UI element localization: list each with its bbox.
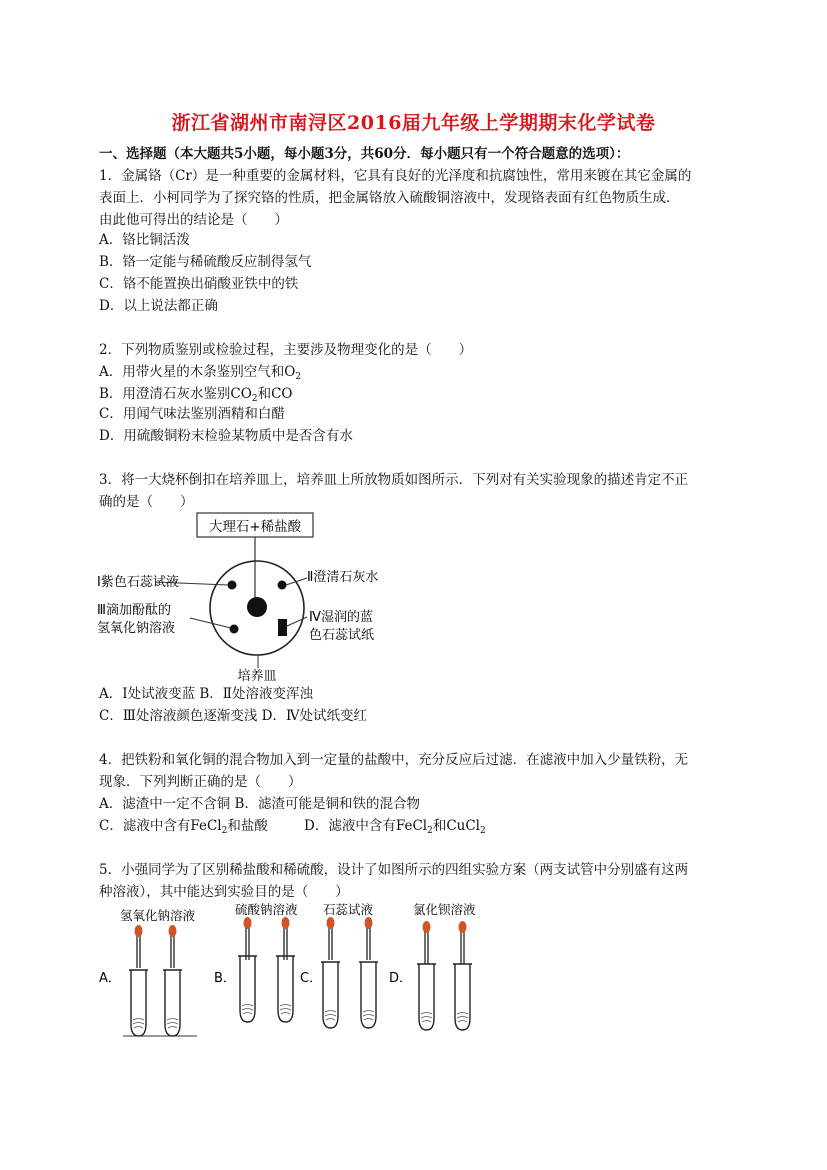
q5-stem-line1: 5．小强同学为了区别稀盐酸和稀硫酸，设计了如图所示的四组实验方案（两支试管中分别盛有这两 [99, 862, 689, 878]
label-iv-line2: 色石蕊试纸 [309, 628, 375, 643]
label-dish: 培养皿 [237, 669, 277, 682]
q4-stem-line2: 现象．下列判断正确的是（ ） [99, 774, 302, 790]
leader-iv [287, 617, 307, 626]
dropper-b2 [282, 917, 290, 960]
section-heading: 一、选择题（本大题共5小题，每小题3分，共60分．每小题只有一个符合题意的选项）： [99, 146, 630, 162]
reagent-d-label: 氯化钡溶液 [413, 902, 476, 917]
label-i: Ⅰ紫色石蕊试液 [97, 575, 179, 590]
q1-stem-line1: 1．金属铬（Cr）是一种重要的金属材料，它具有良好的光泽度和抗腐蚀性，常用来镀在其它金属的 [99, 168, 692, 184]
q4-option-d: D．滤液中含有FeCl$_2$和CuCl$_2$ [304, 818, 486, 836]
q3-stem-line1: 3．将一大烧杯倒扣在培养皿上，培养皿上所放物质如图所示．下列对有关实验现象的描述肯定不正 [99, 472, 689, 488]
dot-ii [278, 581, 287, 590]
dropper-b1 [244, 917, 252, 960]
tube-option-b-label: B． [214, 971, 236, 986]
page-title: 浙江省湖州市南浔区2016届九年级上学期期末化学试卷 [171, 112, 656, 134]
tube-b1 [238, 956, 257, 1022]
leader-iii [190, 618, 231, 628]
dropper-d2 [459, 921, 467, 964]
q4-stem-line1: 4．把铁粉和氧化铜的混合物加入到一定量的盐酸中，充分反应后过滤．在滤液中加入少量铁粉，无 [99, 752, 689, 768]
tube-option-c-label: C． [300, 971, 323, 986]
q4-option-c: C．滤液中含有FeCl$_2$和盐酸 [99, 818, 268, 836]
dot-i [228, 581, 237, 590]
dropper-a1 [135, 925, 143, 968]
tube-d1 [417, 964, 436, 1030]
test-tube-diagram [95, 898, 495, 1038]
tube-c2 [359, 962, 378, 1028]
dropper-a2 [169, 925, 177, 968]
q2-option-d: D．用硫酸铜粉末检验某物质中是否含有水 [99, 428, 353, 444]
q3-options-cd: C．Ⅲ处溶液颜色逐渐变浅 D．Ⅳ处试纸变红 [99, 708, 367, 724]
reagent-c-label: 石蕊试液 [323, 902, 374, 917]
center-marble-dot [247, 597, 267, 617]
q1-option-d: D．以上说法都正确 [99, 298, 218, 314]
q3-options-ab: A．Ⅰ处试液变蓝 B．Ⅱ处溶液变浑浊 [99, 686, 313, 702]
q5-stem-line2: 种溶液），其中能达到实验目的是（ ） [99, 884, 349, 900]
label-iii-line1: Ⅲ滴加酚酞的 [97, 603, 171, 618]
top-label: 大理石+稀盐酸 [208, 519, 302, 535]
q2-option-b: B．用澄清石灰水鉴别$CO_2$和CO [99, 386, 293, 404]
q1-stem-line3: 由此他可得出的结论是（ ） [99, 212, 288, 228]
petri-dish-diagram [95, 510, 400, 682]
reagent-a-label: 氢氧化钠溶液 [120, 908, 196, 923]
tube-a2 [163, 970, 182, 1036]
dropper-c2 [365, 917, 373, 960]
q4-options-ab: A．滤渣中一定不含铜 B．滤渣可能是铜和铁的混合物 [99, 796, 420, 812]
tube-b2 [276, 956, 295, 1022]
dot-iii [230, 625, 239, 634]
dropper-c1 [327, 917, 335, 960]
q3-stem-line2: 确的是（ ） [99, 494, 194, 510]
tube-c1 [321, 962, 340, 1028]
tube-d2 [453, 964, 472, 1030]
label-iv-line1: Ⅳ湿润的蓝 [309, 610, 373, 625]
tube-option-d-label: D． [389, 971, 413, 986]
q1-option-a: A．铬比铜活泼 [99, 232, 190, 248]
q1-stem-line2: 表面上．小柯同学为了探究铬的性质，把金属铬放入硫酸铜溶液中，发现铬表面有红色物质生成． [99, 190, 680, 206]
tube-option-a-label: A． [99, 971, 121, 986]
q2-option-c: C．用闻气味法鉴别酒精和白醋 [99, 406, 285, 422]
q2-stem: 2．下列物质鉴别或检验过程，主要涉及物理变化的是（ ） [99, 342, 473, 358]
reagent-b-label: 硫酸钠溶液 [235, 902, 298, 917]
q1-option-c: C．铬不能置换出硝酸亚铁中的铁 [99, 276, 299, 292]
dropper-d1 [423, 921, 431, 964]
test-paper-iv [278, 619, 287, 636]
q2-option-a: A．用带火星的木条鉴别空气和$O_2$ [99, 364, 302, 382]
label-ii: Ⅱ澄清石灰水 [307, 570, 379, 585]
tube-a1 [129, 970, 148, 1036]
label-iii-line2: 氢氧化钠溶液 [97, 621, 176, 636]
q1-option-b: B．铬一定能与稀硫酸反应制得氢气 [99, 254, 312, 270]
